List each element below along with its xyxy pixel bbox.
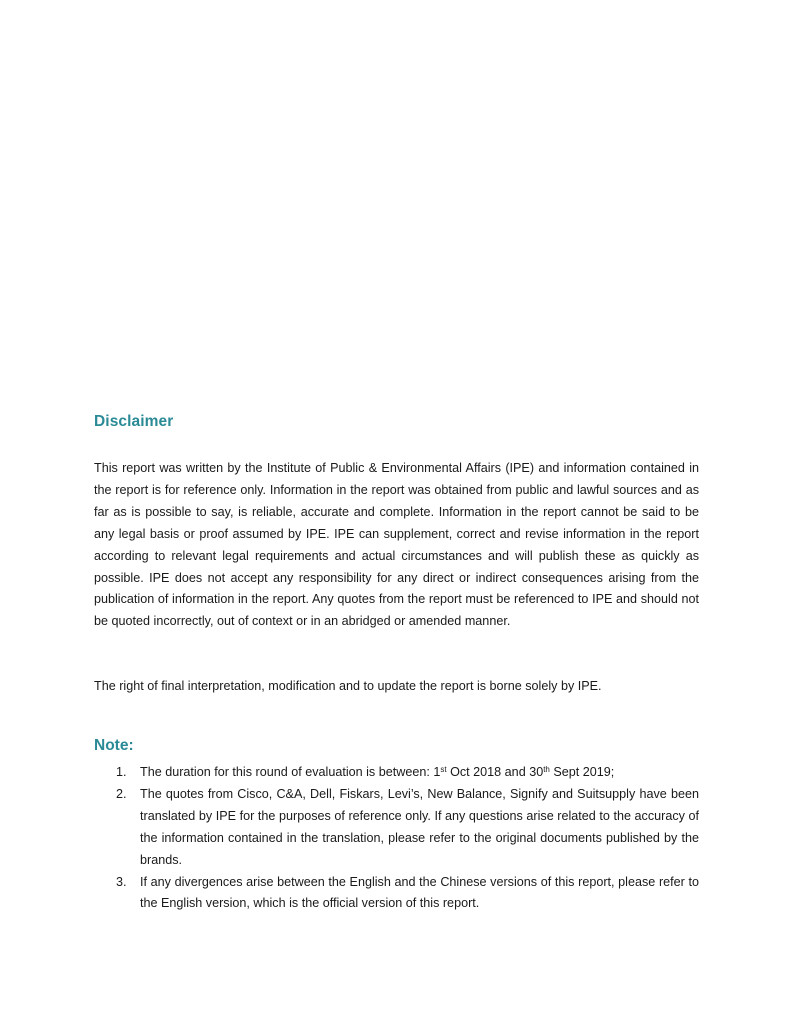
note-item-number: 1. <box>116 765 127 779</box>
note-item-number: 2. <box>116 786 127 801</box>
disclaimer-paragraph: This report was written by the Institute of Public & Environmental Affairs (IPE) and information contained in the report is for reference only. Information in the report was obtained from public and lawful sources and as far as is possible to say, is reliable, accurate and complete. Information in the report cannot be said to be any legal basis or proof assumed by IPE. IPE can supplement, correct and revise information in the report according to relevant legal requirements and actual circumstances and will publish these as quickly as possible. IPE does not accept any responsibility for any direct or indirect consequences arising from the publication of information in the report. Any quotes from the report must be referenced to IPE and should not be quoted incorrectly, out of context or in an abridged or amended manner. <box>94 461 699 629</box>
note-item-text: The quotes from Cisco, C&A, Dell, Fiskars, Levi’s, New Balance, Signify and Suitsupply have been translated by IPE for the purposes of reference only. If any questions arise related to the accuracy of the information contained in the translation, please refer to the original documents published by the brands. <box>140 786 699 867</box>
disclaimer-heading: Disclaimer <box>94 413 174 430</box>
note-item-text: Oct 2018 and 30 <box>446 765 544 779</box>
note-item-number: 3. <box>116 874 127 889</box>
note-item-text: The duration for this round of evaluation is between: 1 <box>140 765 441 779</box>
ordinal-suffix: th <box>543 765 550 774</box>
interpretation-paragraph: The right of final interpretation, modification and to update the report is borne solely by IPE. <box>94 679 602 693</box>
note-item <box>94 762 699 784</box>
note-heading: Note: <box>94 737 134 754</box>
note-item-text: Sept 2019; <box>549 765 615 779</box>
ordinal-suffix: st <box>440 765 447 774</box>
note-item <box>94 872 699 916</box>
note-list <box>94 762 699 915</box>
note-item-text: If any divergences arise between the English and the Chinese versions of this report, please refer to the English version, which is the official version of this report. <box>140 874 699 911</box>
note-item <box>94 784 699 872</box>
